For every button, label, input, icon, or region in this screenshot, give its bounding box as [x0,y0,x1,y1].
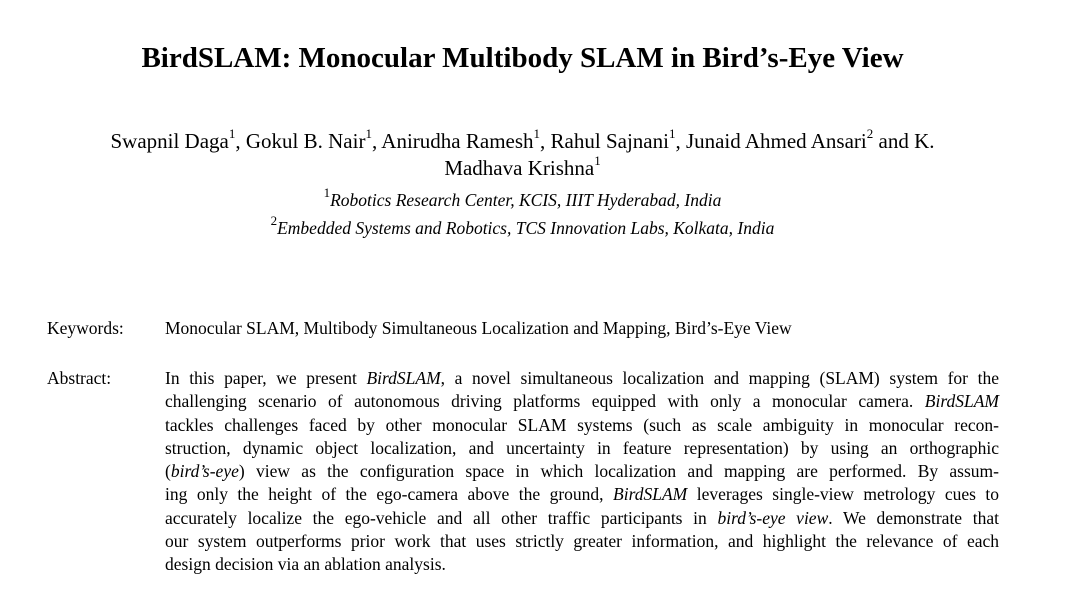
author-affiliation-mark: 1 [668,126,676,141]
author-affiliation-mark: 1 [594,153,601,168]
author-conjunction: and [878,129,909,153]
abstract-line: tackles challenges faced by other monocular SLAM systems (such as scale ambiguity in monocular recon- [165,414,999,435]
author-name: Madhava Krishna [444,156,595,180]
emphasis: BirdSLAM [366,368,441,388]
author-list: Swapnil Daga$^1$, Gokul B. Nair$^1$, Anirudha Ramesh$^1$, Rahul Sajnani$^1$, Junaid Ahmed Ansari$^2$ and K. Madhava Krishna$^1$ [110,126,935,180]
emphasis: BirdSLAM [613,484,688,505]
paper-title: BirdSLAM: Monocular Multibody SLAM in Bird’s-Eye View [141,42,904,74]
affiliation-text: Robotics Research Center, KCIS, IIIT Hyderabad, India [330,190,722,210]
author-name: Gokul B. Nair [245,129,366,153]
affiliation [0,213,1045,239]
emphasis: bird’s-eye view [717,507,829,528]
author-affiliation-mark: 1 [228,126,236,141]
abstract-text [165,367,999,577]
abstract-label: Abstract: [47,368,112,388]
author-affiliation-mark: 1 [365,126,372,141]
keywords-text: Monocular SLAM, Multibody Simultaneous Localization and Mapping, Bird’s-Eye View [165,318,792,338]
keywords-label: Keywords: [47,318,124,338]
abstract-line: design decision via an ablation analysis. [165,554,446,575]
author-name: Anirudha Ramesh [381,129,534,153]
emphasis: bird’s-eye [170,461,239,482]
affiliation [0,185,1045,211]
abstract-line: ing only the height of the ego-camera above the ground, BirdSLAM leverages single-view metrology cues to [165,484,1000,505]
author-name: Swapnil Daga [110,129,229,153]
abstract-line: accurately localize the ego-vehicle and all other traffic participants in bird’s-eye view. We demonstrate that [165,507,999,528]
abstract-line: (bird’s-eye) view as the configuration space in which localization and mapping are performed. By assum- [165,461,999,482]
affiliation-number: 2 [270,213,278,229]
author-affiliation-mark: 2 [866,126,874,141]
abstract-line: struction, dynamic object localization, and uncertainty in feature representation) by using an orthographic [165,437,999,458]
author-name: Rahul Sajnani [550,129,669,153]
emphasis: BirdSLAM [924,391,999,412]
author-affiliation-mark: 1 [533,126,541,141]
author-name: Junaid Ahmed Ansari [685,129,867,153]
author-name: K. [914,129,935,153]
abstract-line: In this paper, we present BirdSLAM, a novel simultaneous localization and mapping (SLAM) system for the [165,368,1000,388]
affiliation-text: Embedded Systems and Robotics, TCS Innovation Labs, Kolkata, India [277,218,775,238]
abstract-line: challenging scenario of autonomous driving platforms equipped with only a monocular camera. BirdSLAM [165,391,999,412]
abstract-line: our system outperforms prior work that uses strictly greater information, and highlight the relevance of each [165,531,999,552]
affiliation-number: 1 [323,185,331,201]
